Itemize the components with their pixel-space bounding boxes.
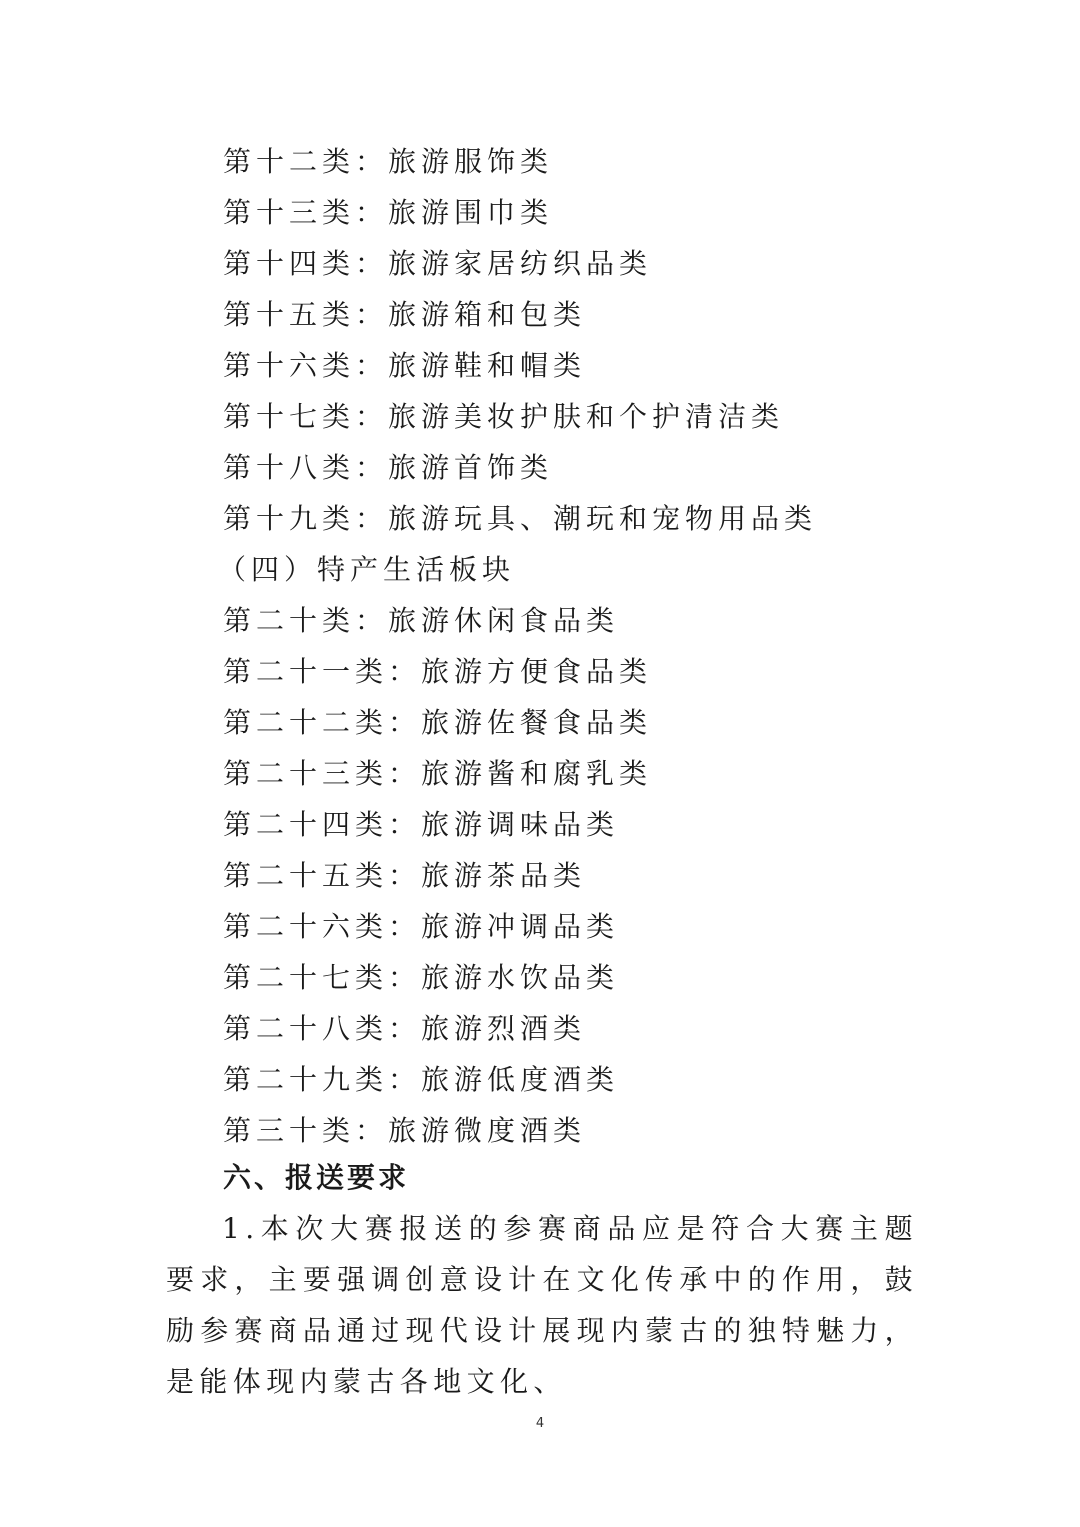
category-line-13: 第十三类：旅游围巾类 — [223, 196, 554, 229]
category-line-23: 第二十三类：旅游酱和腐乳类 — [223, 757, 653, 790]
page-number: 4 — [535, 1416, 545, 1431]
category-line-14: 第十四类：旅游家居纺织品类 — [223, 247, 653, 280]
category-line-17: 第十七类：旅游美妆护肤和个护清洁类 — [223, 400, 785, 433]
category-line-30: 第三十类：旅游微度酒类 — [223, 1114, 587, 1147]
category-line-27: 第二十七类：旅游水饮品类 — [223, 961, 620, 994]
category-line-20: 第二十类：旅游休闲食品类 — [223, 604, 620, 637]
category-line-22: 第二十二类：旅游佐餐食品类 — [223, 706, 653, 739]
category-line-18: 第十八类：旅游首饰类 — [223, 451, 554, 484]
category-line-21: 第二十一类：旅游方便食品类 — [223, 655, 653, 688]
category-list — [218, 136, 818, 1156]
section-four-title: （四）特产生活板块 — [218, 553, 516, 586]
category-line-28: 第二十八类：旅游烈酒类 — [223, 1012, 587, 1045]
paragraph-1: 1.本次大赛报送的参赛商品应是符合大赛主题要求，主要强调创意设计在文化传承中的作用，鼓励参赛商品通过现代设计展现内蒙古的独特魅力，是能体现内蒙古各地文化、 — [166, 1212, 918, 1398]
category-line-25: 第二十五类：旅游茶品类 — [223, 859, 587, 892]
category-line-19: 第十九类：旅游玩具、潮玩和宠物用品类 — [223, 502, 818, 535]
category-line-12: 第十二类：旅游服饰类 — [223, 145, 554, 178]
category-line-15: 第十五类：旅游箱和包类 — [223, 298, 587, 331]
section-six-heading: 六、报送要求 — [223, 1161, 410, 1194]
category-line-26: 第二十六类：旅游冲调品类 — [223, 910, 620, 943]
category-line-16: 第十六类：旅游鞋和帽类 — [223, 349, 587, 382]
category-line-29: 第二十九类：旅游低度酒类 — [223, 1063, 620, 1096]
category-line-24: 第二十四类：旅游调味品类 — [223, 808, 620, 841]
